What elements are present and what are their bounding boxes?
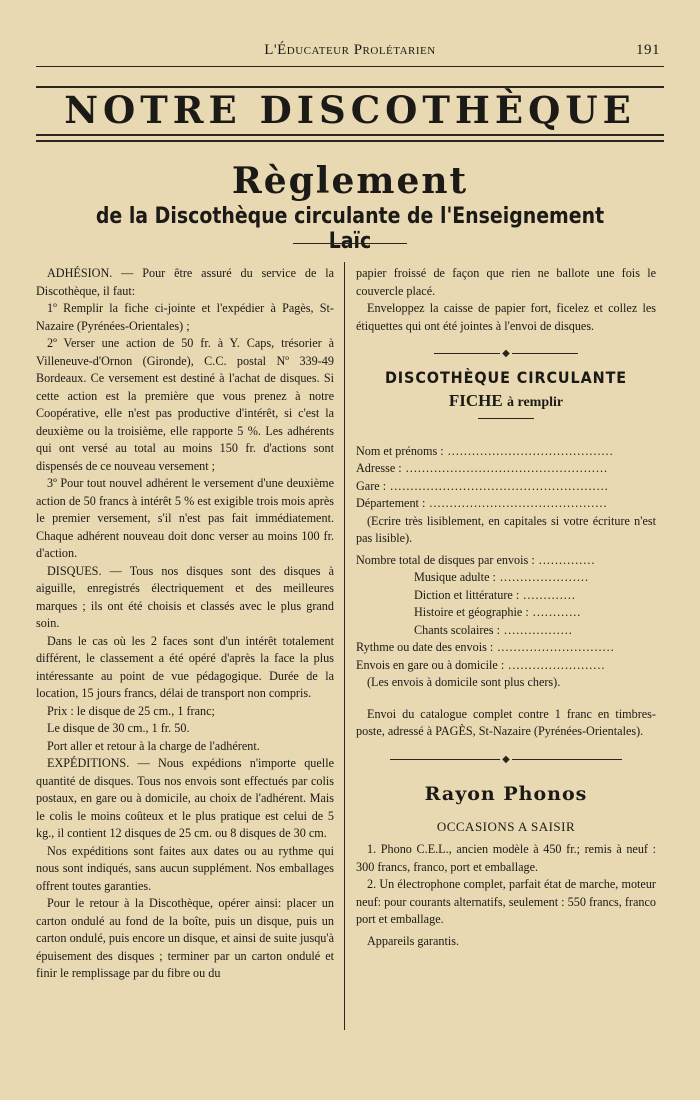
form-field[interactable]: Rythme ou date des envois : ............................. <box>356 640 615 654</box>
ornament-divider: ◆ <box>356 751 656 769</box>
paragraph: ADHÉSION. — Pour être assuré du service de la Discothèque, il faut: <box>36 266 334 298</box>
main-heading: NOTRE DISCOTHÈQUE <box>64 88 636 132</box>
occasions-heading: OCCASIONS A SAISIR <box>436 818 576 834</box>
subheading: de la Discothèque circulante de l'Enseignement Laïc <box>95 204 605 254</box>
paragraph: EXPÉDITIONS. — Nous expédions n'importe quelle quantité de disques. Tous nos envois sont effectués par colis postaux, en gare ou à domicile, au choix de l'adhérent. Mais le colis le moins coûteux et le plus pratique est celui de 5 kg., il contient 12 disques de 25 cm. ou 8 disques de 30 cm. <box>36 756 334 840</box>
fiche-word: FICHE <box>448 391 503 410</box>
form-note: (Les envois à domicile sont plus chers). <box>367 675 561 689</box>
form-field[interactable]: Musique adulte : ...................... <box>414 570 589 584</box>
reglement-heading: Règlement <box>231 160 469 202</box>
rayon-heading: Rayon Phonos <box>424 783 588 805</box>
paragraph: Dans le cas où les 2 faces sont d'un intérêt totalement différent, le classement a été opéré d'après la face la plus intéressante au point de vue pédagogique. Durée de la location, 15 jours francs, délai de transport non compris. <box>36 633 334 700</box>
page-number: 191 <box>636 42 660 58</box>
form-field[interactable]: Chants scolaires : ................. <box>414 622 573 637</box>
heading-rule-bottom-1 <box>36 134 664 136</box>
paragraph: Pour le retour à la Discothèque, opérer ainsi: placer un carton ondulé au fond de la boîte, puis un disque, puis un carton ondulé, puis encore un disque, et ainsi de suite jusqu'à épuisement des disques ; terminer par un carton ondulé et finir le remplissage par du fibre ou du <box>36 896 334 980</box>
paragraph: 2º Verser une action de 50 fr. à Y. Caps, trésorier à Villeneuve-d'Ornon (Gironde), C.C. postal Nº 339-49 Bordeaux. Ce versement est destiné à l'achat de disques. Si cette action est la première que vous prenez à notre Coopérative, elle n'est pas productive d'intérêt, si c'est la deuxième ou la troisième, elle rapporte 5 %. Les adhérents qui ont versé au total au moins 150 fr. d'actions sont dispensés de ce nouveau versement ; <box>36 336 334 473</box>
header-rule <box>36 66 664 67</box>
form-field[interactable]: Nom et prénoms : ......................................... <box>356 443 614 458</box>
heading-rule-bottom-2 <box>36 140 664 142</box>
fiche-rest: à remplir <box>506 395 564 410</box>
paragraph: DISQUES. — Tous nos disques sont des disques à aiguille, enregistrés électriquement et des meilleures marques ; ils ont été choisis et classés avec le plus grand soin. <box>36 563 334 630</box>
paragraph: Enveloppez la caisse de papier fort, ficelez et collez les étiquettes qui ont été jointes à l'envoi de disques. <box>356 301 656 333</box>
form-field[interactable]: Envois en gare ou à domicile : ........................ <box>356 657 606 672</box>
paragraph: Le disque de 30 cm., 1 fr. 50. <box>47 721 190 735</box>
form-field[interactable]: Gare : ...................................................... <box>356 478 609 493</box>
form-field[interactable]: Nombre total de disques par envois : .............. <box>356 552 596 567</box>
running-head <box>36 42 664 64</box>
fiche-rule <box>478 418 534 419</box>
form-field[interactable]: Histoire et géographie : ............ <box>414 605 582 619</box>
guarantee-note: Appareils garantis. <box>367 933 460 948</box>
right-column <box>356 265 656 950</box>
column-divider <box>344 262 345 1030</box>
occasion-item: 2. Un électrophone complet, parfait état de marche, moteur neuf: pour courants alternatifs, seulement : 550 francs, franco port et emballage. <box>356 877 656 926</box>
occasion-item: 1. Phono C.E.L., ancien modèle à 450 fr.; remis à neuf : 300 francs, franco, port et emballage. <box>356 842 656 874</box>
paragraph: papier froissé de façon que rien ne ballote une fois le couvercle placé. <box>356 266 656 298</box>
ornament-divider: ◆ <box>356 345 656 363</box>
paragraph: 3º Pour tout nouvel adhérent le versement d'une deuxième action de 50 francs à intérêt 5 % est exigible trois mois après le premier versement, s'il n'est pas fait immédiatement. Chaque adhérent nouveau doit donc verser au moins 100 fr. d'action. <box>36 476 334 560</box>
form-field[interactable]: Diction et littérature : ............. <box>414 587 576 602</box>
form-note: (Ecrire très lisiblement, en capitales si votre écriture n'est pas lisible). <box>356 513 656 545</box>
fiche-heading: DISCOTHÈQUE CIRCULANTE <box>384 367 628 387</box>
fiche-subheading <box>356 392 656 412</box>
form-field[interactable]: Adresse : .................................................. <box>356 461 609 475</box>
catalogue-paragraph: Envoi du catalogue complet contre 1 franc en timbres-poste, adressé à PAGÈS, St-Nazaire (Pyrénées-Orientales). <box>356 706 656 738</box>
paragraph: 1º Remplir la fiche ci-jointe et l'expédier à Pagès, St-Nazaire (Pyrénées-Orientales) ; <box>36 301 334 333</box>
journal-title: L'Éducateur Prolétarien <box>264 42 436 58</box>
subheading-rule <box>293 243 407 244</box>
paragraph: Prix : le disque de 25 cm., 1 franc; <box>47 703 215 718</box>
paragraph: Nos expéditions sont faites aux dates ou au rythme qui nous sont indiqués, sans aucun supplément. Nos emballages offrent toutes garanties. <box>36 843 334 893</box>
paragraph: Port aller et retour à la charge de l'adhérent. <box>47 738 260 753</box>
form-field[interactable]: Département : ............................................ <box>356 496 608 510</box>
left-column <box>36 265 334 983</box>
